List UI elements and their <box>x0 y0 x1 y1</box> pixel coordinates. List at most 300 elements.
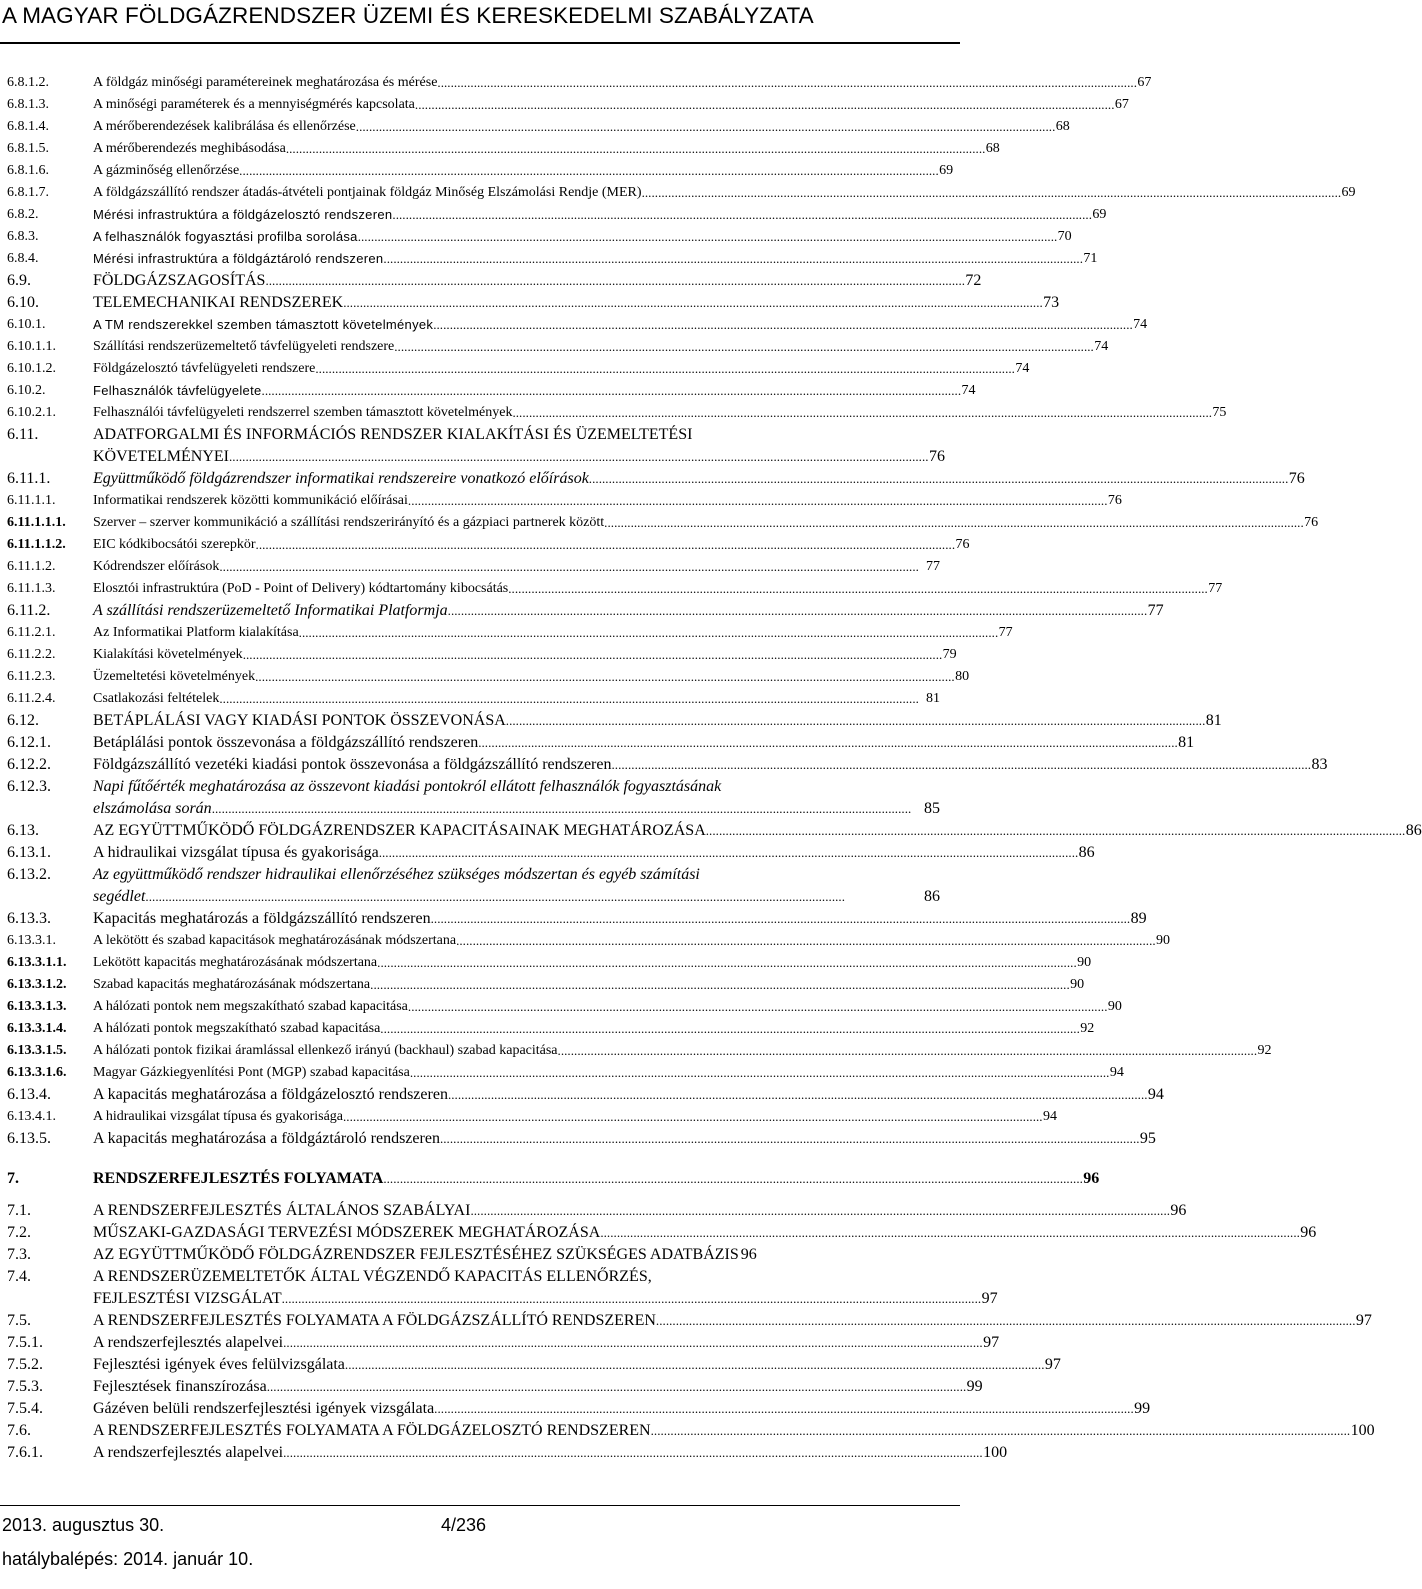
toc-entry-number: 6.11.1.1.2. <box>7 537 66 552</box>
toc-entry-page: 72 <box>965 272 982 289</box>
toc-leader-dots <box>589 468 1287 490</box>
toc-entry-page: 96 <box>1300 1224 1317 1241</box>
toc-entry-number: 6.13. <box>7 822 39 839</box>
toc-entry-title: A hálózati pontok fizikai áramlással ellenkező irányú (backhaul) szabad kapacitása <box>93 1043 558 1058</box>
toc-entry-title-line: ADATFORGALMI ÉS INFORMÁCIÓS RENDSZER KIALAKÍTÁSI ÉS ÜZEMELTETÉSI <box>93 426 693 443</box>
toc-entry-title-line: Napi fűtőérték meghatározása az összevont kiadási pontokról ellátott felhasználók fogyasztásának <box>93 778 722 795</box>
table-of-contents <box>7 72 1422 1464</box>
toc-entry-title: Az Informatikai Platform kialakítása <box>93 625 299 640</box>
toc-entry-page: 77 <box>1147 602 1164 619</box>
toc-entry-page: 74 <box>1094 339 1109 354</box>
toc-leader-dots <box>315 358 1013 381</box>
toc-entry-title: segédlet <box>93 888 146 905</box>
toc-leader-dots <box>383 1168 1081 1190</box>
toc-leader-dots <box>448 1084 1146 1106</box>
toc-entry[interactable] <box>7 204 1107 226</box>
toc-entry-number: 6.11.2. <box>7 602 51 619</box>
toc-leader-dots <box>343 1106 1041 1129</box>
toc-entry-title: TELEMECHANIKAI RENDSZEREK <box>93 294 344 311</box>
toc-leader-dots <box>651 1420 1349 1442</box>
toc-entry-title-line: Az együttműködő rendszer hidraulikai ellenőrzéséhez szükséges módszertan és egyéb számítási <box>93 866 700 883</box>
toc-entry[interactable] <box>7 358 1030 380</box>
toc-entry-title: Földgázszállító vezetéki kiadási pontok összevonása a földgázszállító rendszeren <box>93 756 612 773</box>
toc-entry[interactable] <box>7 1420 1375 1442</box>
toc-entry-number: 6.13.4. <box>7 1086 51 1103</box>
toc-leader-dots <box>410 1062 1108 1085</box>
toc-entry-number: 6.11.1.3. <box>7 581 56 596</box>
toc-entry-title: FEJLESZTÉSI VIZSGÁLAT <box>93 1290 282 1307</box>
toc-leader-dots <box>433 314 1131 337</box>
toc-entry[interactable] <box>7 1018 1095 1040</box>
toc-leader-dots <box>456 930 1154 953</box>
toc-entry[interactable] <box>7 468 1305 490</box>
toc-entry-title: RENDSZERFEJLESZTÉS FOLYAMATA <box>93 1170 384 1187</box>
toc-entry[interactable] <box>7 402 1227 424</box>
toc-entry-number: 7.1. <box>7 1202 31 1219</box>
toc-entry[interactable] <box>7 1168 1100 1190</box>
toc-leader-dots <box>243 644 941 667</box>
toc-entry-page: 69 <box>1092 207 1107 222</box>
footer-effective-date: hatálybalépés: 2014. január 10. <box>2 1549 254 1569</box>
toc-entry-title: Informatikai rendszerek közötti kommunikáció előírásai <box>93 493 408 508</box>
toc-entry-page: 81 <box>926 691 940 706</box>
toc-entry-page: 94 <box>1042 1109 1057 1124</box>
toc-entry-number: 6.11.2.2. <box>7 647 56 662</box>
toc-entry-page: 77 <box>998 625 1013 640</box>
toc-leader-dots <box>370 974 1068 997</box>
toc-entry-page: 90 <box>1070 977 1085 992</box>
toc-entry-number: 6.13.4.1. <box>7 1109 56 1124</box>
toc-entry[interactable] <box>7 1200 1187 1222</box>
toc-entry-page: 74 <box>961 383 976 398</box>
toc-entry-page: 100 <box>1350 1422 1375 1439</box>
toc-leader-dots <box>440 1128 1138 1150</box>
toc-entry-title: Kapacitás meghatározás a földgázszállító rendszeren <box>93 910 431 927</box>
toc-entry-page: 92 <box>1257 1043 1272 1058</box>
toc-entry-number: 6.8.1.6. <box>7 163 49 178</box>
toc-entry-page: 89 <box>1130 910 1147 927</box>
toc-entry-page: 74 <box>1015 361 1030 376</box>
toc-entry-title: Betáplálási pontok összevonása a földgázszállító rendszeren <box>93 734 479 751</box>
toc-entry-number: 6.11.1.1.1. <box>7 515 66 530</box>
toc-leader-dots <box>219 688 924 711</box>
toc-entry[interactable] <box>7 710 1222 732</box>
toc-entry-page: 76 <box>1288 470 1305 487</box>
toc-entry-number: 6.11.1.1. <box>7 493 56 508</box>
toc-leader-dots <box>239 160 937 183</box>
toc-entry-page: 68 <box>1055 119 1070 134</box>
toc-entry-page: 85 <box>924 800 940 817</box>
toc-entry-title: A gázminőség ellenőrzése <box>93 163 240 178</box>
toc-leader-dots <box>219 556 924 579</box>
toc-entry-page: 96 <box>1170 1202 1187 1219</box>
toc-entry-page: 81 <box>1178 734 1195 751</box>
toc-entry-number: 7.5.1. <box>7 1334 43 1351</box>
toc-entry-page: 97 <box>1044 1356 1061 1373</box>
toc-entry[interactable] <box>7 1084 1164 1106</box>
toc-entry-title: Felhasználók távfelügyelete <box>93 383 262 398</box>
toc-entry[interactable] <box>7 336 1109 358</box>
toc-entry-page: 90 <box>1077 955 1092 970</box>
toc-entry-title: A hálózati pontok megszakítható szabad kapacitása <box>93 1021 381 1036</box>
toc-entry-title: Magyar Gázkiegyenlítési Pont (MGP) szabad kapacitása <box>93 1065 410 1080</box>
toc-entry-title: A hálózati pontok nem megszakítható szabad kapacitása <box>93 999 408 1014</box>
toc-entry-title: A TM rendszerekkel szemben támasztott követelmények <box>93 317 434 332</box>
toc-leader-dots <box>282 1288 980 1310</box>
toc-entry-page: 76 <box>928 448 945 465</box>
toc-entry-page: 97 <box>981 1290 998 1307</box>
toc-entry-page: 100 <box>983 1444 1008 1461</box>
toc-entry-number: 6.8.1.5. <box>7 141 49 156</box>
toc-entry-number: 6.13.3.1.6. <box>7 1065 67 1080</box>
toc-entry-page: 90 <box>1156 933 1171 948</box>
toc-entry[interactable] <box>7 314 1148 336</box>
toc-entry-number: 6.10. <box>7 294 39 311</box>
toc-leader-dots <box>604 512 1302 535</box>
toc-entry-number: 6.11.2.4. <box>7 691 56 706</box>
toc-entry[interactable] <box>7 512 1319 534</box>
toc-entry-title: Lekötött kapacitás meghatározásának módszertana <box>93 955 378 970</box>
toc-entry-number: 7.3. <box>7 1246 31 1263</box>
toc-entry-number: 6.12.1. <box>7 734 51 751</box>
toc-entry-page: 77 <box>1208 581 1223 596</box>
toc-entry-title: A mérőberendezés meghibásodása <box>93 141 286 156</box>
toc-entry[interactable] <box>7 930 1171 952</box>
toc-entry[interactable] <box>7 1376 983 1398</box>
toc-entry-title: Szállítási rendszerüzemeltető távfelügyeleti rendszere <box>93 339 395 354</box>
footer-divider <box>0 1505 960 1506</box>
toc-entry-title: Gázéven belüli rendszerfejlesztési igények vizsgálata <box>93 1400 435 1417</box>
header-divider <box>0 42 960 44</box>
toc-entry[interactable] <box>7 1106 1057 1128</box>
toc-entry-number: 7.6.1. <box>7 1444 43 1461</box>
toc-entry[interactable] <box>7 182 1356 204</box>
toc-entry-title: A kapacitás meghatározása a földgáztároló rendszeren <box>93 1130 440 1147</box>
toc-entry[interactable] <box>7 160 954 182</box>
toc-leader-dots <box>380 1018 1078 1041</box>
toc-entry-number: 6.13.2. <box>7 866 51 883</box>
toc-entry-title: A rendszerfejlesztés alapelvei <box>93 1334 284 1351</box>
toc-entry-page: 76 <box>955 537 970 552</box>
toc-entry-page: 94 <box>1147 1086 1164 1103</box>
toc-entry-page: 80 <box>955 669 970 684</box>
toc-entry-number: 7. <box>7 1170 19 1187</box>
toc-leader-dots <box>506 710 1204 732</box>
toc-leader-dots <box>255 666 953 689</box>
toc-entry-page: 86 <box>924 888 940 905</box>
toc-entry[interactable] <box>7 952 1092 974</box>
toc-entry-title: AZ EGYÜTTMŰKÖDŐ FÖLDGÁZRENDSZER FEJLESZTÉSÉHEZ SZÜKSÉGES ADATBÁZIS <box>93 1246 739 1263</box>
toc-entry[interactable] <box>7 622 1013 644</box>
toc-entry[interactable] <box>7 94 1129 116</box>
toc-entry-title: A minőségi paraméterek és a mennyiségmérés kapcsolata <box>93 97 415 112</box>
toc-entry-title: Mérési infrastruktúra a földgázelosztó rendszeren <box>93 207 393 222</box>
toc-entry-page: 94 <box>1109 1065 1124 1080</box>
toc-entry-page: 81 <box>1205 712 1222 729</box>
toc-entry-number: 6.8.1.4. <box>7 119 49 134</box>
toc-entry[interactable] <box>7 292 1060 314</box>
toc-entry-page: 69 <box>939 163 954 178</box>
toc-entry[interactable] <box>7 270 982 292</box>
toc-entry-title: A szállítási rendszerüzemeltető Informatikai Platformja <box>93 602 448 619</box>
toc-entry-number: 6.8.1.2. <box>7 75 49 90</box>
toc-entry-number: 6.12.3. <box>7 778 51 795</box>
toc-entry-number: 6.13.3.1.1. <box>7 955 67 970</box>
toc-entry-number: 6.11.1. <box>7 470 51 487</box>
toc-leader-dots <box>392 204 1090 227</box>
toc-entry-title: A földgáz minőségi paramétereinek meghatározása és mérése <box>93 75 438 90</box>
toc-leader-dots <box>145 886 922 908</box>
toc-leader-dots <box>256 534 954 557</box>
toc-leader-dots <box>265 270 963 292</box>
toc-leader-dots <box>262 380 960 403</box>
toc-entry-page: 77 <box>926 559 940 574</box>
toc-entry-page: 67 <box>1137 75 1152 90</box>
toc-entry-page: 68 <box>985 141 1000 156</box>
toc-entry-number: 6.10.1. <box>7 317 46 332</box>
toc-entry[interactable] <box>7 996 1122 1018</box>
toc-leader-dots <box>437 72 1135 95</box>
toc-leader-dots <box>343 292 1041 314</box>
toc-entry-title: A lekötött és szabad kapacitások meghatározásának módszertana <box>93 933 457 948</box>
toc-leader-dots <box>283 1332 981 1354</box>
toc-entry[interactable] <box>7 1062 1124 1084</box>
document-header <box>0 0 960 46</box>
toc-entry[interactable] <box>7 1128 1156 1150</box>
toc-entry-page: 76 <box>1304 515 1319 530</box>
toc-leader-dots <box>229 446 927 468</box>
toc-entry-number: 6.8.1.7. <box>7 185 49 200</box>
toc-entry[interactable] <box>7 1266 998 1310</box>
toc-leader-dots <box>434 1398 1132 1420</box>
toc-entry[interactable] <box>7 1442 1008 1464</box>
toc-leader-dots <box>345 1354 1043 1376</box>
toc-entry-page: 92 <box>1080 1021 1095 1036</box>
toc-entry[interactable] <box>7 380 976 402</box>
toc-entry-page: 96 <box>1083 1170 1100 1187</box>
toc-entry-number: 6.13.3.1.5. <box>7 1043 67 1058</box>
toc-leader-dots <box>356 116 1054 139</box>
toc-entry[interactable] <box>7 1332 1000 1354</box>
footer-date: 2013. augusztus 30. <box>2 1515 165 1535</box>
toc-leader-dots <box>283 1442 981 1464</box>
toc-entry-title: Fejlesztési igények éves felülvizsgálata <box>93 1356 345 1373</box>
toc-leader-dots <box>600 1222 1298 1244</box>
toc-entry-title: A RENDSZERFEJLESZTÉS ÁLTALÁNOS SZABÁLYAI <box>93 1202 471 1219</box>
toc-entry-number: 6.8.4. <box>7 251 39 266</box>
toc-entry-page: 99 <box>1134 1400 1151 1417</box>
toc-entry[interactable] <box>7 666 970 688</box>
toc-entry-title: A RENDSZERFEJLESZTÉS FOLYAMATA A FÖLDGÁZELOSZTÓ RENDSZEREN <box>93 1422 651 1439</box>
toc-leader-dots <box>512 402 1210 425</box>
toc-entry-page: 83 <box>1311 756 1328 773</box>
toc-entry-number: 6.8.3. <box>7 229 39 244</box>
toc-entry-page: 86 <box>1078 844 1095 861</box>
toc-entry-number: 7.5.2. <box>7 1356 43 1373</box>
toc-entry-number: 7.6. <box>7 1422 31 1439</box>
toc-entry[interactable] <box>7 732 1195 754</box>
toc-leader-dots <box>408 996 1106 1019</box>
toc-entry-page: 79 <box>942 647 957 662</box>
toc-entry[interactable] <box>7 72 1152 94</box>
toc-entry[interactable] <box>7 248 1098 270</box>
toc-entry-title: A hidraulikai vizsgálat típusa és gyakorisága <box>93 844 379 861</box>
toc-entry-number: 6.8.1.3. <box>7 97 49 112</box>
toc-leader-dots <box>377 952 1075 975</box>
toc-leader-dots <box>656 1310 1354 1332</box>
toc-entry-number: 6.11. <box>7 426 39 443</box>
toc-entry-title: A földgázszállító rendszer átadás-átvételi pontjainak földgáz Minőség Elszámolási Rendje (MER) <box>93 185 642 200</box>
toc-entry-number: 7.4. <box>7 1268 31 1285</box>
toc-entry[interactable] <box>7 1040 1272 1062</box>
toc-entry-title: A mérőberendezések kalibrálása és ellenőrzése <box>93 119 356 134</box>
toc-entry-page: 71 <box>1083 251 1098 266</box>
toc-entry-title: Földgázelosztó távfelügyeleti rendszere <box>93 361 316 376</box>
toc-entry-page: 86 <box>1405 822 1422 839</box>
toc-entry-number: 6.12.2. <box>7 756 51 773</box>
toc-leader-dots <box>267 1376 965 1398</box>
toc-leader-dots <box>448 600 1146 622</box>
toc-entry-title: AZ EGYÜTTMŰKÖDŐ FÖLDGÁZRENDSZER KAPACITÁSAINAK MEGHATÁROZÁSA <box>93 822 706 839</box>
toc-entry[interactable] <box>7 688 940 710</box>
toc-leader-dots <box>299 622 997 645</box>
toc-entry-number: 6.13.3. <box>7 910 51 927</box>
toc-leader-dots <box>431 908 1129 930</box>
toc-entry-page: 75 <box>1212 405 1227 420</box>
toc-leader-dots <box>379 842 1077 864</box>
toc-entry-page: 70 <box>1057 229 1072 244</box>
toc-leader-dots <box>212 798 922 820</box>
toc-entry[interactable] <box>7 1244 940 1266</box>
toc-entry-number: 6.11.2.3. <box>7 669 56 684</box>
toc-leader-dots <box>415 94 1113 117</box>
toc-entry-number: 6.10.1.1. <box>7 339 56 354</box>
toc-entry-number: 7.5.4. <box>7 1400 43 1417</box>
toc-entry-page: 76 <box>1107 493 1122 508</box>
toc-entry-number: 6.10.2.1. <box>7 405 56 420</box>
toc-entry-number: 7.5.3. <box>7 1378 43 1395</box>
toc-leader-dots <box>558 1040 1256 1063</box>
toc-entry-page: 90 <box>1107 999 1122 1014</box>
toc-entry-title: BETÁPLÁLÁSI VAGY KIADÁSI PONTOK ÖSSZEVONÁSA <box>93 712 506 729</box>
toc-entry-title: EIC kódkibocsátói szerepkör <box>93 537 256 552</box>
footer-page-number: 4/236 <box>441 1515 487 1535</box>
toc-leader-dots <box>394 336 1092 359</box>
toc-entry-number: 6.13.1. <box>7 844 51 861</box>
toc-entry-title: A hidraulikai vizsgálat típusa és gyakorisága <box>93 1109 343 1124</box>
toc-entry-number: 7.2. <box>7 1224 31 1241</box>
toc-entry[interactable] <box>7 644 957 666</box>
toc-entry-number: 6.10.1.2. <box>7 361 56 376</box>
toc-entry[interactable] <box>7 1222 1317 1244</box>
toc-leader-dots <box>478 732 1176 754</box>
toc-entry-title: Felhasználói távfelügyeleti rendszerrel szemben támasztott követelmények <box>93 405 513 420</box>
toc-entry-number: 6.11.2.1. <box>7 625 56 640</box>
toc-entry-title: elszámolása során <box>93 800 212 817</box>
toc-entry-number: 6.10.2. <box>7 383 46 398</box>
toc-entry-number: 6.11.1.2. <box>7 559 56 574</box>
toc-entry-page: 73 <box>1043 294 1060 311</box>
toc-entry-title: Üzemeltetési követelmények <box>93 669 256 684</box>
toc-entry-title: Fejlesztések finanszírozása <box>93 1378 267 1395</box>
toc-entry[interactable] <box>7 1354 1061 1376</box>
toc-entry[interactable] <box>7 974 1085 996</box>
toc-entry-title: MŰSZAKI-GAZDASÁGI TERVEZÉSI MÓDSZEREK MEGHATÁROZÁSA <box>93 1224 601 1241</box>
toc-entry-number: 6.9. <box>7 272 31 289</box>
toc-entry-number: 6.12. <box>7 712 39 729</box>
toc-leader-dots <box>706 820 1404 842</box>
toc-entry[interactable] <box>7 908 1147 930</box>
toc-entry[interactable] <box>7 490 1122 512</box>
toc-entry-number: 6.13.3.1.4. <box>7 1021 67 1036</box>
toc-entry-number: 6.13.3.1.3. <box>7 999 67 1014</box>
toc-entry-number: 7.5. <box>7 1312 31 1329</box>
toc-entry[interactable] <box>7 864 940 908</box>
toc-entry-page: 97 <box>983 1334 1000 1351</box>
toc-entry-page: 67 <box>1114 97 1129 112</box>
toc-entry-title: Kialakítási követelmények <box>93 647 243 662</box>
toc-leader-dots <box>470 1200 1168 1222</box>
toc-entry-page: 74 <box>1133 317 1148 332</box>
toc-entry-page: 95 <box>1139 1130 1156 1147</box>
toc-entry-title-line: A RENDSZERÜZEMELTETŐK ÁLTAL VÉGZENDŐ KAPACITÁS ELLENŐRZÉS, <box>93 1268 652 1285</box>
document-title: A MAGYAR FÖLDGÁZRENDSZER ÜZEMI ÉS KERESKEDELMI SZABÁLYZATA <box>2 3 814 28</box>
toc-entry-number: 6.13.3.1. <box>7 933 56 948</box>
toc-entry[interactable] <box>7 116 1070 138</box>
toc-entry-title: A RENDSZERFEJLESZTÉS FOLYAMATA A FÖLDGÁZSZÁLLÍTÓ RENDSZEREN <box>93 1312 656 1329</box>
toc-entry-page: 69 <box>1341 185 1356 200</box>
toc-entry[interactable] <box>7 842 1095 864</box>
toc-entry-title: FÖLDGÁZSZAGOSÍTÁS <box>93 272 266 289</box>
toc-entry-title: A rendszerfejlesztés alapelvei <box>93 1444 284 1461</box>
toc-entry-title: Szerver – szerver kommunikáció a szállítási rendszerirányító és a gázpiaci partnerek között <box>93 515 605 530</box>
toc-leader-dots <box>611 754 1309 776</box>
toc-entry[interactable] <box>7 600 1164 622</box>
toc-entry-page: 97 <box>1355 1312 1372 1329</box>
toc-entry[interactable] <box>7 754 1328 776</box>
toc-leader-dots <box>508 578 1206 601</box>
toc-leader-dots <box>286 138 984 161</box>
toc-entry-title: Együttműködő földgázrendszer informatikai rendszereire vonatkozó előírások <box>93 470 589 487</box>
toc-entry[interactable] <box>7 578 1223 600</box>
toc-entry-title: Kódrendszer előírások <box>93 559 220 574</box>
toc-leader-dots <box>358 226 1056 249</box>
toc-entry-title: Szabad kapacitás meghatározásának módszertana <box>93 977 371 992</box>
toc-entry-title: A kapacitás meghatározása a földgázelosztó rendszeren <box>93 1086 448 1103</box>
toc-leader-dots <box>408 490 1106 513</box>
toc-entry-number: 6.13.3.1.2. <box>7 977 67 992</box>
toc-entry-title: Csatlakozási feltételek <box>93 691 220 706</box>
toc-entry-number: 6.13.5. <box>7 1130 51 1147</box>
toc-entry-page: 96 <box>740 1246 757 1263</box>
toc-entry[interactable] <box>7 226 1072 248</box>
toc-leader-dots <box>383 248 1081 271</box>
toc-entry-title: Mérési infrastruktúra a földgáztároló rendszeren <box>93 251 384 266</box>
toc-entry[interactable] <box>7 424 945 468</box>
toc-entry[interactable] <box>7 820 1422 842</box>
toc-entry[interactable] <box>7 556 940 578</box>
toc-entry[interactable] <box>7 138 1000 160</box>
toc-entry-title: KÖVETELMÉNYEI <box>93 448 229 465</box>
toc-entry-title: Elosztói infrastruktúra (PoD - Point of Delivery) kódtartomány kibocsátás <box>93 581 509 596</box>
toc-entry-title: A felhasználók fogyasztási profilba sorolása <box>93 229 358 244</box>
toc-entry[interactable] <box>7 1398 1151 1420</box>
toc-entry[interactable] <box>7 1310 1372 1332</box>
toc-entry[interactable] <box>7 534 970 556</box>
toc-entry-number: 6.8.2. <box>7 207 39 222</box>
toc-entry[interactable] <box>7 776 940 820</box>
toc-leader-dots <box>642 182 1340 205</box>
